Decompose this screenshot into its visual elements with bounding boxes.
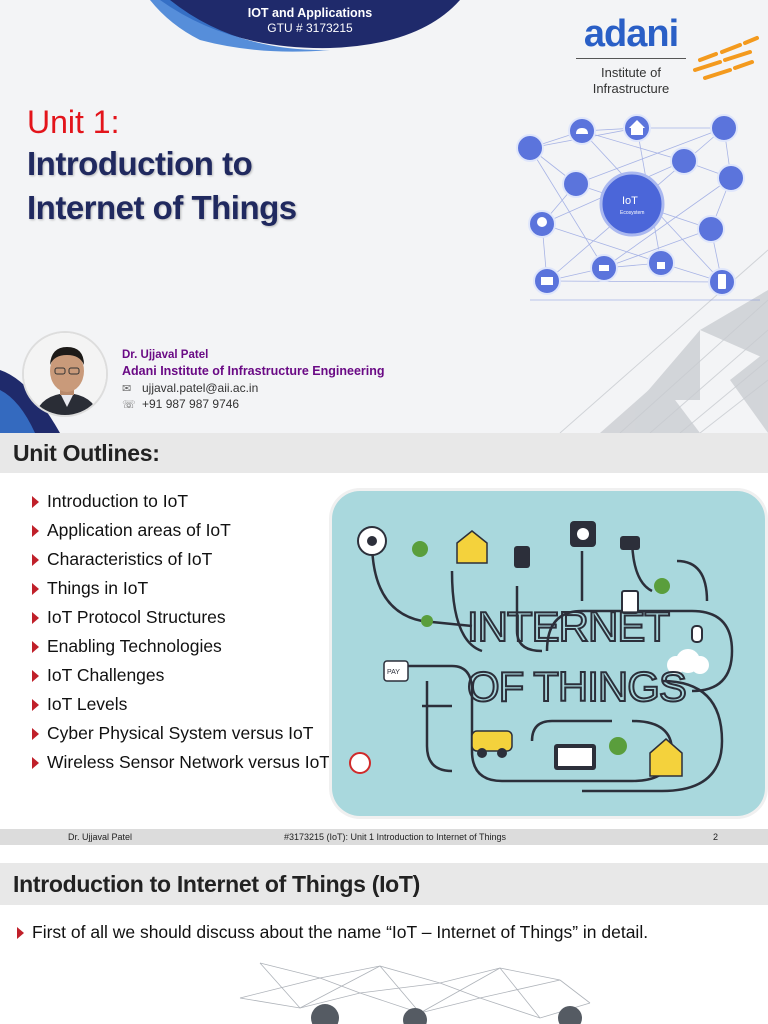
bullet-triangle-icon	[32, 554, 39, 566]
author-name: Dr. Ujjaval Patel	[122, 349, 209, 361]
bullet-triangle-icon	[32, 583, 39, 595]
illustration-text-of-things: OF THINGS	[467, 663, 686, 710]
outline-item	[32, 748, 330, 777]
author-email-row	[122, 381, 385, 395]
network-illustration	[230, 958, 600, 1024]
slide-title-line1: Introduction to	[27, 145, 253, 182]
outline-item	[32, 574, 330, 603]
outline-slide	[0, 433, 768, 851]
course-code: GTU # 3173215	[267, 21, 353, 35]
illustration-text-internet: INTERNET	[467, 603, 669, 650]
iot-hub-sub: Ecosystem	[620, 210, 645, 216]
title-slide	[0, 0, 768, 433]
bullet-triangle-icon	[32, 496, 39, 508]
slide-title-line2: Internet of Things	[27, 189, 297, 226]
unit-label: Unit 1:	[27, 104, 120, 140]
logo-institute	[576, 58, 686, 97]
footer-page-number: 2	[713, 832, 719, 842]
outline-item-text: Application areas of IoT	[47, 520, 231, 540]
bullet-triangle-icon	[32, 757, 39, 769]
intro-heading: Introduction to Internet of Things (IoT)	[13, 871, 421, 897]
author-phone-row	[122, 397, 385, 411]
author-photo	[22, 331, 108, 417]
slide-footer	[0, 829, 768, 845]
outline-header	[0, 433, 768, 473]
outline-list	[32, 487, 330, 777]
email-icon: ✉	[122, 382, 132, 395]
bullet-triangle-icon	[32, 525, 39, 537]
logo-institute-line2: Infrastructure	[592, 81, 670, 96]
bullet-triangle-icon	[17, 927, 24, 939]
outline-item	[32, 719, 330, 748]
footer-course: #3173215 (IoT): Unit 1 Introduction to Internet of Things	[284, 832, 506, 842]
outline-item-text: IoT Challenges	[47, 665, 165, 685]
phone-icon: ☏	[122, 398, 136, 411]
bullet-triangle-icon	[32, 699, 39, 711]
author-portrait-icon	[24, 333, 108, 417]
outline-item	[32, 661, 330, 690]
course-banner	[210, 6, 410, 35]
outline-item	[32, 487, 330, 516]
outline-item-text: Characteristics of IoT	[47, 549, 213, 569]
author-block	[122, 349, 385, 411]
internet-of-things-illustration	[332, 491, 765, 816]
course-name: IOT and Applications	[247, 6, 373, 20]
outline-item	[32, 516, 330, 545]
bullet-triangle-icon	[32, 728, 39, 740]
svg-text:PAY: PAY	[387, 669, 400, 676]
outline-item	[32, 690, 330, 719]
iot-hub-label: IoT	[622, 195, 638, 207]
intro-bullet-text: First of all we should discuss about the name “IoT – Internet of Things” in detail.	[32, 922, 649, 942]
author-phone: +91 987 987 9746	[142, 397, 240, 411]
bullet-triangle-icon	[32, 612, 39, 624]
footer-author: Dr. Ujjaval Patel	[68, 832, 133, 842]
author-email[interactable]: ujjaval.patel@aii.ac.in	[142, 381, 259, 395]
outline-item-text: Enabling Technologies	[47, 636, 222, 656]
outline-item	[32, 632, 330, 661]
outline-item-text: IoT Protocol Structures	[47, 607, 226, 627]
intro-header	[0, 863, 768, 905]
bullet-triangle-icon	[32, 670, 39, 682]
outline-item-text: IoT Levels	[47, 694, 128, 714]
iot-circuit-illustration	[332, 491, 765, 816]
outline-item-text: Introduction to IoT	[47, 491, 189, 511]
author-org: Adani Institute of Infrastructure Engineering	[122, 364, 385, 378]
outline-item	[32, 603, 330, 632]
outline-item	[32, 545, 330, 574]
bullet-triangle-icon	[32, 641, 39, 653]
intro-bullet	[17, 922, 648, 943]
intro-slide	[0, 863, 768, 1024]
outline-item-text: Wireless Sensor Network versus IoT	[47, 752, 330, 772]
outline-item-text: Cyber Physical System versus IoT	[47, 723, 314, 743]
outline-heading: Unit Outlines:	[13, 440, 160, 466]
adani-logo	[566, 12, 696, 97]
logo-institute-line1: Institute of	[601, 65, 661, 80]
logo-brand: adani	[583, 13, 679, 55]
outline-item-text: Things in IoT	[47, 578, 149, 598]
